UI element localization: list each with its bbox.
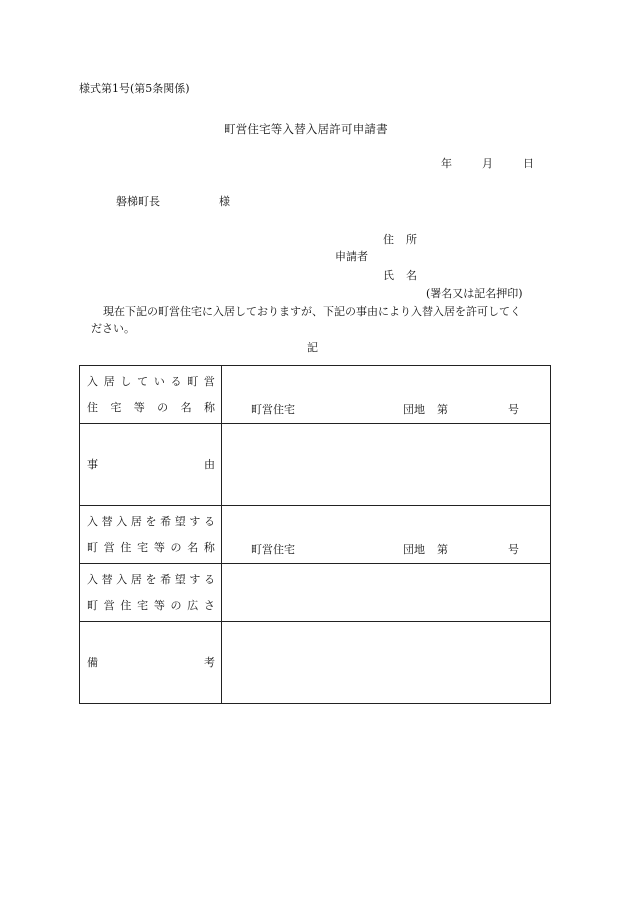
label-char: 希 (160, 573, 172, 586)
house-label: 町営住宅 (251, 402, 295, 416)
label-char: 考 (204, 656, 215, 669)
body-text-line-2: ださい。 (91, 322, 135, 335)
value-current-residence[interactable] (222, 366, 551, 424)
house-label: 町営住宅 (251, 542, 295, 556)
label-remarks (80, 622, 222, 704)
label-char: い (153, 375, 165, 388)
date-line (441, 158, 534, 169)
label-char: 替 (101, 515, 113, 528)
applicant-label: 申請者 (335, 250, 368, 263)
label-char: 広 (187, 599, 199, 612)
address-label: 住所 (383, 233, 429, 246)
label-char: 営 (103, 599, 115, 612)
label-char: の (157, 401, 169, 414)
label-char: 入 (116, 515, 128, 528)
value-desired-residence[interactable] (222, 506, 551, 564)
label-line (87, 402, 215, 413)
label-char: す (189, 573, 201, 586)
table-row-desired-size (80, 564, 551, 622)
label-char: 称 (203, 401, 215, 414)
date-year: 年 (441, 157, 452, 170)
body-text-line-1: 現在下記の町営住宅に入居しておりますが、下記の事由により入替入居を許可してく (103, 305, 521, 318)
table-row-current-residence (80, 366, 551, 424)
label-char: 称 (203, 541, 215, 554)
addressee-name: 磐梯町長 (116, 195, 160, 208)
label-char: る (204, 573, 215, 586)
addressee-honorific: 様 (219, 195, 230, 208)
label-char: の (170, 599, 182, 612)
label-line (87, 542, 215, 553)
label-char: 望 (174, 515, 186, 528)
label-char: 営 (203, 375, 215, 388)
table-row-reason (80, 424, 551, 506)
label-char: る (204, 515, 215, 528)
label-char: 町 (87, 599, 98, 612)
label-char: 入 (87, 573, 98, 586)
label-char: 替 (101, 573, 113, 586)
label-line (87, 459, 215, 470)
label-char: 居 (130, 515, 142, 528)
label-char: 望 (174, 573, 186, 586)
label-char: 町 (87, 541, 98, 554)
label-line (87, 657, 215, 668)
label-char: す (189, 515, 201, 528)
label-char: 住 (120, 541, 132, 554)
go-label: 号 (508, 402, 519, 416)
label-char: の (170, 541, 182, 554)
date-month: 月 (482, 157, 493, 170)
ki-heading: 記 (307, 341, 318, 354)
table-row-remarks (80, 622, 551, 704)
label-char: 等 (133, 401, 145, 414)
document-title: 町営住宅等入替入居許可申請書 (224, 122, 388, 136)
label-char: 希 (160, 515, 172, 528)
label-char: 宅 (137, 541, 149, 554)
dai-label: 第 (437, 402, 448, 416)
label-desired-size (80, 564, 222, 622)
label-char: さ (203, 599, 215, 612)
label-line (87, 600, 215, 611)
label-reason (80, 424, 222, 506)
label-char: 由 (204, 458, 215, 471)
application-table (79, 365, 551, 704)
label-char: 居 (103, 375, 115, 388)
label-char: 住 (120, 599, 132, 612)
label-char: 入 (116, 573, 128, 586)
signature-note: (署名又は記名押印) (426, 287, 523, 300)
label-char: 入 (87, 375, 98, 388)
label-char: し (120, 375, 132, 388)
table-row-desired-residence (80, 506, 551, 564)
label-char: て (137, 375, 149, 388)
form-number: 様式第1号(第5条関係) (79, 82, 190, 95)
label-char: 等 (153, 541, 165, 554)
label-char: 名 (187, 541, 199, 554)
go-label: 号 (508, 542, 519, 556)
label-char: 名 (180, 401, 192, 414)
label-line (87, 574, 215, 585)
dai-label: 第 (437, 542, 448, 556)
label-char: 等 (153, 599, 165, 612)
value-remarks[interactable] (222, 622, 551, 704)
label-char: 町 (187, 375, 199, 388)
label-char: 入 (87, 515, 98, 528)
label-char: 宅 (110, 401, 122, 414)
label-current-residence (80, 366, 222, 424)
danchi-label: 団地 (403, 542, 425, 556)
label-char: 営 (103, 541, 115, 554)
label-desired-residence (80, 506, 222, 564)
label-line (87, 516, 215, 527)
label-char: 宅 (137, 599, 149, 612)
label-char: 事 (87, 458, 98, 471)
date-day: 日 (523, 157, 534, 170)
label-char: 住 (87, 401, 98, 414)
danchi-label: 団地 (403, 402, 425, 416)
label-char: を (145, 515, 157, 528)
name-label: 氏名 (383, 269, 429, 282)
value-reason[interactable] (222, 424, 551, 506)
value-desired-size[interactable] (222, 564, 551, 622)
label-char: 備 (87, 656, 98, 669)
label-line (87, 376, 215, 387)
label-char: る (170, 375, 182, 388)
label-char: を (145, 573, 157, 586)
label-char: 居 (130, 573, 142, 586)
